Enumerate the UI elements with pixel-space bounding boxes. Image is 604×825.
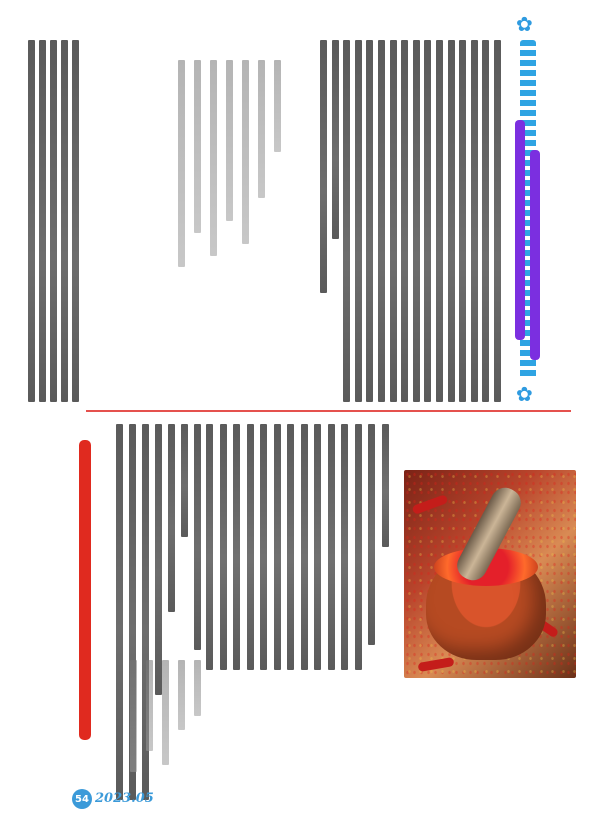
text-column: [471, 40, 478, 402]
text-column: [178, 60, 185, 267]
text-column: [459, 40, 466, 402]
text-column: [258, 60, 265, 198]
text-column: [436, 40, 443, 402]
issue-date: 2023.05: [95, 791, 154, 806]
text-column: [401, 40, 408, 402]
text-column: [194, 660, 201, 716]
text-column: [168, 424, 175, 612]
text-column: [162, 660, 169, 765]
text-column: [130, 660, 137, 772]
text-column: [178, 660, 185, 730]
text-column: [116, 424, 123, 800]
top-article-subtitle: [530, 150, 540, 360]
series-ornament-bottom: [516, 384, 540, 406]
text-column: [210, 60, 217, 256]
text-column: [146, 660, 153, 751]
text-column: [494, 40, 501, 402]
text-column: [320, 40, 327, 293]
text-column: [343, 40, 350, 402]
text-column: [448, 40, 455, 402]
text-column: [194, 424, 201, 650]
page-number-badge: 54: [72, 789, 92, 809]
text-column: [274, 60, 281, 152]
chili-mortar-photo: [404, 470, 576, 678]
bottom-article-title: [79, 440, 91, 740]
flower-ornament-icon: ✿: [516, 12, 533, 36]
text-column: [39, 40, 46, 402]
text-column: [378, 40, 385, 402]
text-column: [482, 40, 489, 402]
top-poem-stanza: [178, 60, 298, 290]
text-column: [28, 40, 35, 402]
text-column: [61, 40, 68, 402]
text-column: [194, 60, 201, 233]
text-column: [242, 60, 249, 244]
text-column: [72, 40, 79, 402]
text-column: [366, 40, 373, 402]
text-column: [413, 40, 420, 402]
text-column: [332, 40, 339, 239]
text-column: [226, 60, 233, 221]
flower-ornament-icon: ✿: [516, 382, 533, 406]
text-column: [50, 40, 57, 402]
text-column: [181, 424, 188, 537]
top-article-title: [515, 120, 525, 340]
text-column: [155, 424, 162, 695]
bottom-poem-stanza: [130, 660, 220, 800]
text-column: [355, 40, 362, 402]
series-ornament-top: [516, 14, 540, 36]
section-divider: [86, 410, 571, 412]
text-column: [390, 40, 397, 402]
text-column: [424, 40, 431, 402]
